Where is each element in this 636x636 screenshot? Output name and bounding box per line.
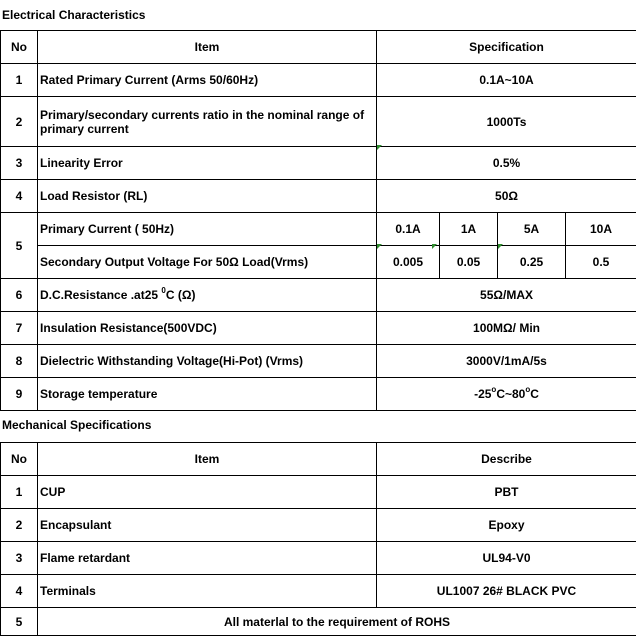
secondary-value: 0.05	[440, 246, 498, 279]
mechanical-table	[0, 442, 636, 636]
row-no: 3	[1, 147, 38, 180]
table-row	[1, 575, 636, 608]
tick-mark-icon	[377, 244, 382, 249]
row-item: Rated Primary Current (Arms 50/60Hz)	[38, 64, 377, 97]
row-no: 7	[1, 312, 38, 345]
rohs-note: All materlal to the requirement of ROHS	[38, 608, 636, 636]
table-header-row	[1, 443, 636, 476]
row-no: 4	[1, 575, 38, 608]
row-spec	[377, 378, 636, 411]
item-suffix: C (Ω)	[165, 288, 196, 302]
table-row	[1, 476, 636, 509]
row-no: 1	[1, 476, 38, 509]
degree-mark: 0	[161, 286, 166, 295]
tick-mark-icon	[377, 145, 382, 150]
row-spec: 50Ω	[377, 180, 636, 213]
row-item: Encapsulant	[38, 509, 377, 542]
table-row	[1, 279, 636, 312]
row-item: CUP	[38, 476, 377, 509]
header-no: No	[1, 443, 38, 476]
degree-mark: o	[525, 385, 531, 394]
header-describe: Describe	[377, 443, 636, 476]
spec-part: -25	[474, 387, 492, 401]
row-no: 3	[1, 542, 38, 575]
row-item: Flame retardant	[38, 542, 377, 575]
table-row	[1, 97, 636, 147]
row-item-secondary: Secondary Output Voltage For 50Ω Load(Vrms)	[38, 246, 377, 279]
table-row	[1, 345, 636, 378]
row-spec: 3000V/1mA/5s	[377, 345, 636, 378]
degree-mark: o	[491, 385, 497, 394]
primary-value: 10A	[566, 213, 636, 246]
secondary-value: 0.005	[377, 246, 440, 279]
row-no: 5	[1, 213, 38, 279]
row-item: Terminals	[38, 575, 377, 608]
row-no: 2	[1, 97, 38, 147]
row-item: Dielectric Withstanding Voltage(Hi-Pot) (Vrms)	[38, 345, 377, 378]
row-no: 8	[1, 345, 38, 378]
primary-value: 0.1A	[377, 213, 440, 246]
header-no: No	[1, 31, 38, 64]
row-spec: Epoxy	[377, 509, 636, 542]
table-row	[1, 213, 636, 246]
row-item: Storage temperature	[38, 378, 377, 411]
primary-value: 1A	[440, 213, 498, 246]
header-spec: Specification	[377, 31, 636, 64]
row-item	[38, 279, 377, 312]
row-spec: 0.1A~10A	[377, 64, 636, 97]
table-header-row	[1, 31, 636, 64]
row-no: 1	[1, 64, 38, 97]
row-item: Load Resistor (RL)	[38, 180, 377, 213]
electrical-table	[0, 30, 636, 411]
row-no: 6	[1, 279, 38, 312]
row-no: 4	[1, 180, 38, 213]
table-row	[1, 542, 636, 575]
table-footer-row	[1, 608, 636, 636]
table-row	[1, 180, 636, 213]
row-no: 2	[1, 509, 38, 542]
row-item: Primary/secondary currents ratio in the nominal range of primary current	[38, 97, 377, 147]
row-no: 5	[1, 608, 38, 636]
row-no: 9	[1, 378, 38, 411]
row-spec: 0.5%	[377, 147, 636, 180]
table-row	[1, 509, 636, 542]
row-item-primary: Primary Current ( 50Hz)	[38, 213, 377, 246]
secondary-value: 0.5	[566, 246, 636, 279]
row-item: Linearity Error	[38, 147, 377, 180]
row-spec: UL1007 26# BLACK PVC	[377, 575, 636, 608]
tick-mark-icon	[432, 244, 437, 249]
header-item: Item	[38, 31, 377, 64]
table-row	[1, 312, 636, 345]
primary-value: 5A	[498, 213, 566, 246]
row-spec: 1000Ts	[377, 97, 636, 147]
row-spec: PBT	[377, 476, 636, 509]
spec-part: C~80	[496, 387, 526, 401]
row-spec: 100MΩ/ Min	[377, 312, 636, 345]
table-row	[1, 246, 636, 279]
table-row	[1, 378, 636, 411]
row-spec: UL94-V0	[377, 542, 636, 575]
row-item: Insulation Resistance(500VDC)	[38, 312, 377, 345]
mechanical-title: Mechanical Specifications	[2, 418, 152, 432]
item-prefix: D.C.Resistance .at25	[40, 288, 162, 302]
electrical-title: Electrical Characteristics	[2, 8, 146, 22]
row-spec: 55Ω/MAX	[377, 279, 636, 312]
table-row	[1, 64, 636, 97]
secondary-value: 0.25	[498, 246, 566, 279]
tick-mark-icon	[498, 244, 503, 249]
table-row	[1, 147, 636, 180]
header-item: Item	[38, 443, 377, 476]
spec-part: C	[530, 387, 539, 401]
